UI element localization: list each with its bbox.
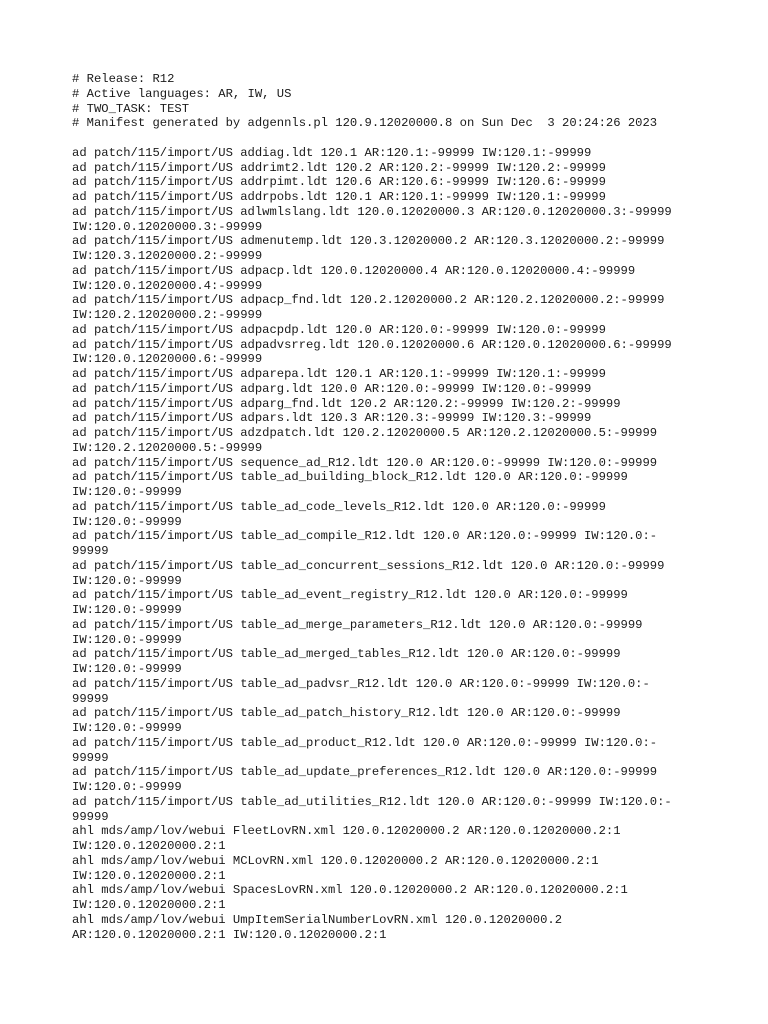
manifest-line: IW:120.0:-99999	[72, 485, 182, 499]
manifest-line: ad patch/115/import/US adpars.ldt 120.3 AR:120.3:-99999 IW:120.3:-99999	[72, 411, 592, 426]
manifest-line: ad patch/115/import/US addrpimt.ldt 120.6 AR:120.6:-99999 IW:120.6:-99999	[72, 175, 606, 190]
manifest-line: ad patch/115/import/US adpadvsrreg.ldt 120.0.12020000.6 AR:120.0.12020000.6:-99999	[72, 337, 672, 352]
manifest-line: ahl mds/amp/lov/webui UmpItemSerialNumberLovRN.xml 120.0.12020000.2	[72, 912, 563, 927]
manifest-line: IW:120.0:-99999	[72, 780, 182, 794]
manifest-line: ad patch/115/import/US admenutemp.ldt 120.3.12020000.2 AR:120.3.12020000.2:-99999	[72, 234, 665, 249]
manifest-line: IW:120.0.12020000.6:-99999	[72, 352, 263, 367]
manifest-line: ad patch/115/import/US table_ad_event_registry_R12.ldt 120.0 AR:120.0:-99999	[72, 588, 628, 603]
manifest-line: ahl mds/amp/lov/webui FleetLovRN.xml 120.0.12020000.2 AR:120.0.12020000.2:1	[72, 824, 621, 839]
manifest-line: AR:120.0.12020000.2:1 IW:120.0.12020000.2:1	[72, 927, 387, 942]
manifest-line: IW:120.3.12020000.2:-99999	[72, 249, 263, 263]
manifest-line: ad patch/115/import/US adpacp_fnd.ldt 120.2.12020000.2 AR:120.2.12020000.2:-99999	[72, 293, 665, 308]
manifest-line: ad patch/115/import/US table_ad_concurrent_sessions_R12.ldt 120.0 AR:120.0:-99999	[72, 558, 665, 573]
manifest-line: ahl mds/amp/lov/webui MCLovRN.xml 120.0.12020000.2 AR:120.0.12020000.2:1	[72, 853, 599, 868]
manifest-line: IW:120.2.12020000.5:-99999	[72, 440, 263, 455]
manifest-line: IW:120.0.12020000.3:-99999	[72, 219, 263, 234]
manifest-line: ad patch/115/import/US table_ad_utilities_R12.ldt 120.0 AR:120.0:-99999 IW:120.0:-	[72, 794, 672, 809]
manifest-line: ad patch/115/import/US table_ad_building_block_R12.ldt 120.0 AR:120.0:-99999	[72, 470, 628, 485]
manifest-line: ad patch/115/import/US table_ad_merge_parameters_R12.ldt 120.0 AR:120.0:-99999	[72, 617, 643, 632]
manifest-line: ad patch/115/import/US adlwmlslang.ldt 120.0.12020000.3 AR:120.0.12020000.3:-99999	[72, 204, 672, 219]
active-languages-comment: # Active languages: AR, IW, US	[72, 86, 292, 101]
manifest-line: ad patch/115/import/US table_ad_padvsr_R12.ldt 120.0 AR:120.0:-99999 IW:120.0:-	[72, 676, 650, 691]
manifest-line: ad patch/115/import/US table_ad_product_R12.ldt 120.0 AR:120.0:-99999 IW:120.0:-	[72, 735, 658, 750]
manifest-line: ad patch/115/import/US adparg_fnd.ldt 120.2 AR:120.2:-99999 IW:120.2:-99999	[72, 396, 621, 411]
manifest-line: IW:120.0:-99999	[72, 514, 182, 529]
manifest-line: 99999	[72, 809, 109, 824]
manifest-line: ad patch/115/import/US adzdpatch.ldt 120.2.12020000.5 AR:120.2.12020000.5:-99999	[72, 426, 658, 440]
manifest-line: ad patch/115/import/US addiag.ldt 120.1 AR:120.1:-99999 IW:120.1:-99999	[72, 145, 592, 160]
manifest-line: 99999	[72, 750, 109, 765]
manifest-line: ahl mds/amp/lov/webui SpacesLovRN.xml 120.0.12020000.2 AR:120.0.12020000.2:1	[72, 883, 628, 898]
two-task-comment: # TWO_TASK: TEST	[72, 101, 190, 116]
manifest-line: ad patch/115/import/US adpacpdp.ldt 120.0 AR:120.0:-99999 IW:120.0:-99999	[72, 322, 606, 337]
blank-line	[72, 131, 712, 146]
manifest-document	[72, 72, 712, 942]
manifest-line: 99999	[72, 544, 109, 558]
manifest-line: IW:120.0:-99999	[72, 662, 182, 676]
manifest-line: IW:120.0:-99999	[72, 721, 182, 735]
manifest-line: ad patch/115/import/US addrpobs.ldt 120.1 AR:120.1:-99999 IW:120.1:-99999	[72, 190, 606, 204]
manifest-line: ad patch/115/import/US adpacp.ldt 120.0.12020000.4 AR:120.0.12020000.4:-99999	[72, 263, 636, 278]
manifest-line: IW:120.0:-99999	[72, 632, 182, 647]
manifest-line: ad patch/115/import/US adparg.ldt 120.0 AR:120.0:-99999 IW:120.0:-99999	[72, 381, 592, 396]
manifest-line: ad patch/115/import/US table_ad_update_preferences_R12.ldt 120.0 AR:120.0:-99999	[72, 765, 658, 780]
manifest-line: ad patch/115/import/US table_ad_merged_tables_R12.ldt 120.0 AR:120.0:-99999	[72, 647, 621, 662]
release-comment: # Release: R12	[72, 72, 175, 86]
manifest-line: IW:120.0:-99999	[72, 603, 182, 617]
manifest-line: ad patch/115/import/US table_ad_patch_history_R12.ldt 120.0 AR:120.0:-99999	[72, 706, 621, 721]
manifest-line: IW:120.0:-99999	[72, 573, 182, 588]
manifest-line: 99999	[72, 691, 109, 706]
manifest-entries	[72, 146, 712, 943]
manifest-line: IW:120.0.12020000.2:1	[72, 868, 226, 883]
manifest-line: ad patch/115/import/US table_ad_code_levels_R12.ldt 120.0 AR:120.0:-99999	[72, 499, 606, 514]
manifest-line: IW:120.0.12020000.2:1	[72, 898, 226, 912]
manifest-line: IW:120.0.12020000.2:1	[72, 839, 226, 853]
manifest-line: IW:120.0.12020000.4:-99999	[72, 278, 263, 293]
manifest-line: ad patch/115/import/US adparepa.ldt 120.1 AR:120.1:-99999 IW:120.1:-99999	[72, 367, 606, 381]
manifest-line: ad patch/115/import/US sequence_ad_R12.ldt 120.0 AR:120.0:-99999 IW:120.0:-99999	[72, 455, 658, 470]
manifest-line: ad patch/115/import/US table_ad_compile_R12.ldt 120.0 AR:120.0:-99999 IW:120.0:-	[72, 529, 658, 544]
manifest-line: ad patch/115/import/US addrimt2.ldt 120.2 AR:120.2:-99999 IW:120.2:-99999	[72, 160, 606, 175]
manifest-generated-comment: # Manifest generated by adgennls.pl 120.9.12020000.8 on Sun Dec 3 20:24:26 2023	[72, 116, 658, 131]
manifest-line: IW:120.2.12020000.2:-99999	[72, 308, 263, 322]
